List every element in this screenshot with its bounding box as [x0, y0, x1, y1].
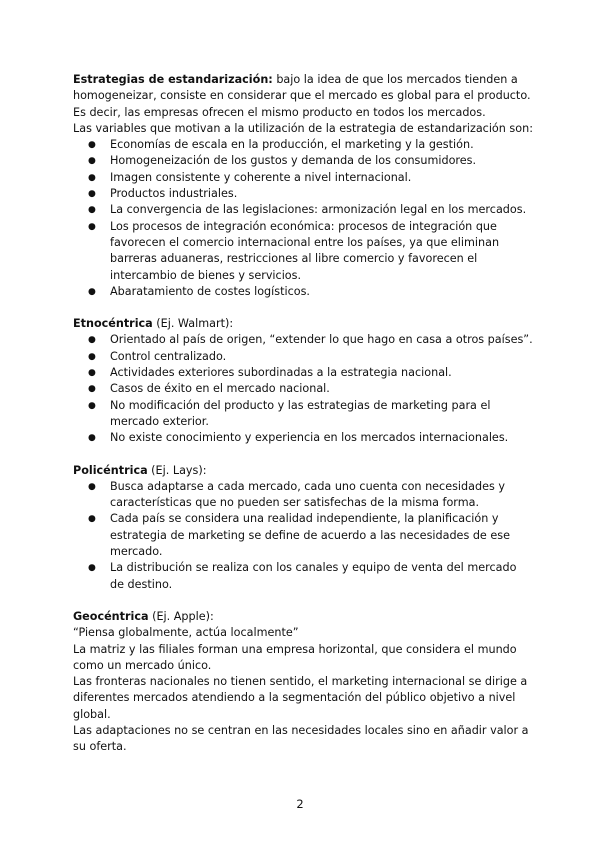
geocentrica-paragraph: La matriz y las filiales forman una empresa horizontal, que considera el mundo como un mercado único. [73, 642, 517, 672]
list-item: ● La distribución se realiza con los canales y equipo de venta del mercado de destino. [73, 560, 533, 593]
list-item: ● Economías de escala en la producción, el marketing y la gestión. [73, 137, 533, 153]
list-item: ● Cada país se considera una realidad independiente, la planificación y estrategia de marketing se define de acuerdo a las necesidades de ese mercado. [73, 511, 533, 560]
geocentrica-quote: “Piensa globalmente, actúa localmente” [73, 626, 299, 640]
list-item: ● Imagen consistente y coherente a nivel internacional. [73, 170, 533, 186]
policentrica-list [73, 479, 533, 593]
estandarizacion-variables-line: Las variables que motivan a la utilización de la estrategia de estandarización son: [73, 121, 533, 135]
list-item: ● No modificación del producto y las estrategias de marketing para el mercado exterior. [73, 398, 533, 431]
list-item: ● Abaratamiento de costes logísticos. [73, 284, 533, 300]
list-item: ● Actividades exteriores subordinadas a la estrategia nacional. [73, 365, 533, 381]
estandarizacion-list [73, 137, 533, 300]
list-item: ● No existe conocimiento y experiencia en los mercados internacionales. [73, 430, 533, 446]
geocentrica-heading [73, 609, 533, 625]
estandarizacion-intro [73, 72, 533, 121]
list-item: ● Los procesos de integración económica: procesos de integración que favorecen el comercio internacional entre los países, ya que eliminan barreras aduaneras, restricciones al libre comercio y favorecen el intercambio de bienes y servicios. [73, 219, 533, 284]
estandarizacion-intro-text: bajo la idea de que los mercados tienden a homogeneizar, consiste en considerar que el mercado es global para el producto. Es decir, las empresas ofrecen el mismo producto en todos los mercados. [73, 73, 531, 119]
page-number: 2 [296, 797, 304, 811]
geocentrica-paragraph: Las fronteras nacionales no tienen sentido, el marketing internacional se dirige a diferentes mercados atendiendo a la segmentación del público objetivo a nivel global. [73, 675, 528, 721]
policentrica-example: (Ej. Lays): [147, 463, 207, 477]
geocentrica-title: Geocéntrica [73, 609, 149, 623]
estandarizacion-title: Estrategias de estandarización: [73, 73, 273, 86]
list-item: ● Busca adaptarse a cada mercado, cada uno cuenta con necesidades y características que no pueden ser satisfechas de la misma forma. [73, 479, 533, 512]
list-item: ● Homogeneización de los gustos y demanda de los consumidores. [73, 153, 533, 169]
list-item: ● Productos industriales. [73, 186, 533, 202]
list-item: ● Casos de éxito en el mercado nacional. [73, 381, 533, 397]
list-item: ● La convergencia de las legislaciones: armonización legal en los mercados. [73, 202, 533, 218]
list-item: ● Orientado al país de origen, “extender lo que hago en casa a otros países”. [73, 332, 533, 348]
list-item: ● Control centralizado. [73, 349, 533, 365]
geocentrica-example: (Ej. Apple): [148, 609, 214, 623]
etnocentrica-list [73, 332, 533, 446]
policentrica-heading [73, 463, 533, 479]
geocentrica-paragraph: Las adaptaciones no se centran en las necesidades locales sino en añadir valor a su oferta. [73, 723, 529, 754]
policentrica-title: Policéntrica [73, 463, 148, 477]
etnocentrica-heading [73, 316, 533, 332]
document-page [73, 72, 533, 756]
etnocentrica-title: Etnocéntrica [73, 317, 153, 331]
etnocentrica-example: (Ej. Walmart): [152, 317, 234, 331]
